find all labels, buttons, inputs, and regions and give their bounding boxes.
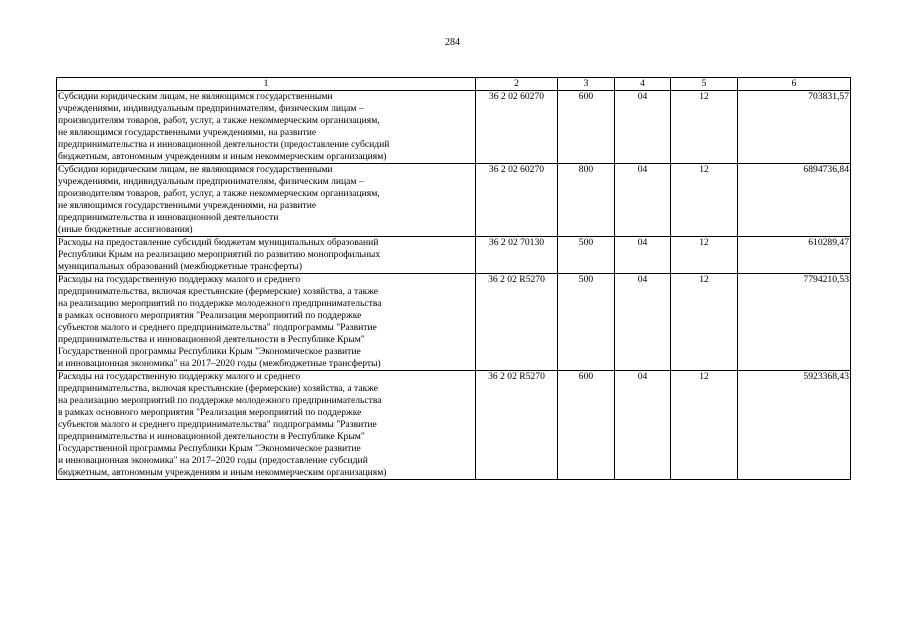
expense-name-line: субъектов малого и среднего предпринимательства" подпрограммы "Развитие [58, 322, 377, 333]
expense-name-line: не являющимся государственными учреждениями, на развитие [58, 127, 317, 138]
expense-name-line: производителям товаров, работ, услуг, а также некоммерческим организациям, [58, 115, 380, 126]
expense-type-cell: 500 [558, 274, 615, 371]
expense-name-line: предпринимательства и инновационной деятельности (предоставление субсидий [58, 139, 390, 150]
expense-name-line: Субсидии юридическим лицам, не являющимся государственными [58, 164, 333, 175]
expense-name-line: и инновационная экономика" на 2017–2020 годы (межбюджетные трансферты) [58, 358, 381, 369]
expense-name-line: в рамках основного мероприятия "Реализация мероприятий по поддержке [58, 310, 362, 321]
expense-name-line: бюджетным, автономным учреждениям и иным некоммерческим организациям) [58, 467, 387, 478]
amount-cell: 7794210,53 [738, 274, 851, 371]
expense-name-line: муниципальных образований (межбюджетные трансферты) [58, 261, 303, 272]
expense-name-line: учреждениями, индивидуальным предпринимателям, физическим лицам – [58, 176, 364, 187]
table-row [57, 164, 851, 237]
subsection-cell: 12 [671, 371, 738, 480]
section-cell: 04 [615, 237, 671, 274]
expense-name-line: предпринимательства и инновационной деятельности в Республике Крым" [58, 334, 365, 345]
expense-name-line: производителям товаров, работ, услуг, а также некоммерческим организациям, [58, 188, 380, 199]
expense-name-cell [57, 164, 476, 237]
amount-cell: 703831,57 [738, 91, 851, 164]
subsection-cell: 12 [671, 164, 738, 237]
expense-name-cell [57, 274, 476, 371]
expense-name-line: Республики Крым на реализацию мероприятий по развитию монопрофильных [58, 249, 381, 260]
expense-name-line: учреждениями, индивидуальным предпринимателям, физическим лицам – [58, 103, 364, 114]
expense-name-line: Государственной программы Республики Крым "Экономическое развитие [58, 443, 361, 454]
expense-name-line: бюджетным, автономным учреждениям и иным некоммерческим организациям) [58, 151, 387, 162]
expense-name-line: предпринимательства и инновационной деятельности в Республике Крым" [58, 431, 365, 442]
expense-name-line: Государственной программы Республики Крым "Экономическое развитие [58, 346, 361, 357]
expense-name-line: Субсидии юридическим лицам, не являющимся государственными [58, 91, 333, 102]
expense-type-cell: 800 [558, 164, 615, 237]
expense-type-cell: 600 [558, 91, 615, 164]
expense-name-line: и инновационная экономика" на 2017–2020 годы (предоставление субсидий [58, 455, 368, 466]
amount-cell: 610289,47 [738, 237, 851, 274]
header-col-3: 3 [558, 78, 615, 91]
budget-table [56, 77, 851, 480]
expense-name-line: предпринимательства и инновационной деятельности [58, 212, 279, 223]
expense-name-line: Расходы на предоставление субсидий бюджетам муниципальных образований [58, 237, 379, 248]
header-col-1: 1 [57, 78, 476, 91]
table-body [57, 91, 851, 480]
expense-name-line: Расходы на государственную поддержку малого и среднего [58, 371, 301, 382]
expense-name-cell [57, 91, 476, 164]
subsection-cell: 12 [671, 237, 738, 274]
table-row [57, 371, 851, 480]
expense-name-line: субъектов малого и среднего предпринимательства" подпрограммы "Развитие [58, 419, 377, 430]
section-cell: 04 [615, 371, 671, 480]
table-header [57, 78, 851, 91]
expense-type-cell: 600 [558, 371, 615, 480]
target-code-cell: 36 2 02 R5270 [476, 371, 558, 480]
header-col-2: 2 [476, 78, 558, 91]
table-row [57, 91, 851, 164]
header-col-4: 4 [615, 78, 671, 91]
amount-cell: 6894736,84 [738, 164, 851, 237]
header-col-6: 6 [738, 78, 851, 91]
expense-name-line: предпринимательства, включая крестьянские (фермерские) хозяйства, а также [58, 383, 378, 394]
header-col-5: 5 [671, 78, 738, 91]
expense-name-line: предпринимательства, включая крестьянские (фермерские) хозяйства, а также [58, 286, 378, 297]
section-cell: 04 [615, 164, 671, 237]
target-code-cell: 36 2 02 60270 [476, 91, 558, 164]
expense-name-line: (иные бюджетные ассигнования) [58, 224, 193, 235]
target-code-cell: 36 2 02 70130 [476, 237, 558, 274]
expense-name-line: на реализацию мероприятий по поддержке молодежного предпринимательства [58, 298, 382, 309]
expense-name-line: не являющимся государственными учреждениями, на развитие [58, 200, 317, 211]
subsection-cell: 12 [671, 274, 738, 371]
expense-name-line: в рамках основного мероприятия "Реализация мероприятий по поддержке [58, 407, 362, 418]
expense-name-cell [57, 237, 476, 274]
header-row [57, 78, 851, 91]
page-number: 284 [445, 37, 460, 48]
section-cell: 04 [615, 91, 671, 164]
expense-type-cell: 500 [558, 237, 615, 274]
amount-cell: 5923368,43 [738, 371, 851, 480]
expense-name-cell [57, 371, 476, 480]
target-code-cell: 36 2 02 R5270 [476, 274, 558, 371]
section-cell: 04 [615, 274, 671, 371]
subsection-cell: 12 [671, 91, 738, 164]
expense-name-line: на реализацию мероприятий по поддержке молодежного предпринимательства [58, 395, 382, 406]
target-code-cell: 36 2 02 60270 [476, 164, 558, 237]
table-row [57, 274, 851, 371]
expense-name-line: Расходы на государственную поддержку малого и среднего [58, 274, 301, 285]
table-row [57, 237, 851, 274]
